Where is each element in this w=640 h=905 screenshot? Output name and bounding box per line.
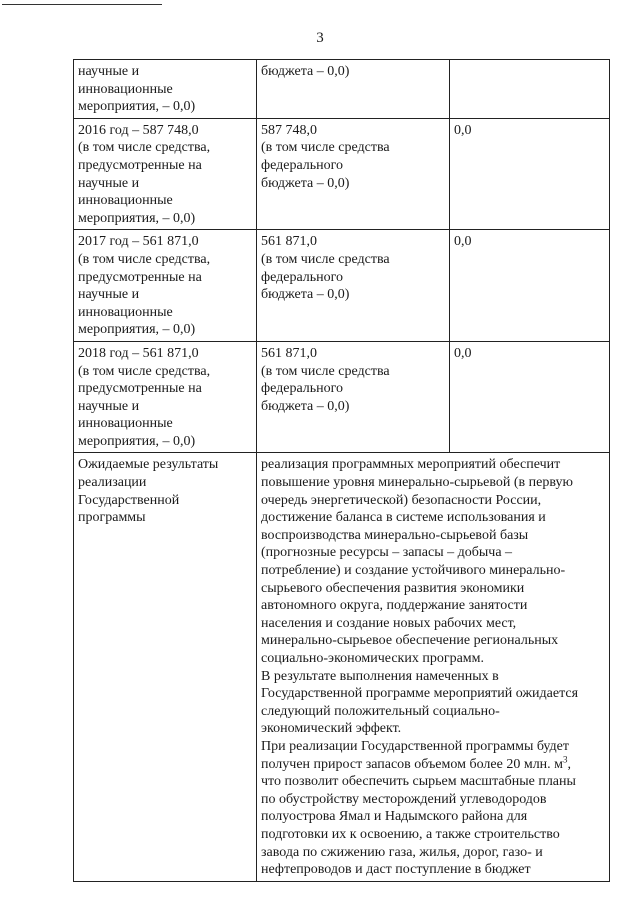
table-row [74,341,610,453]
cell-period: научные и инновационные мероприятия, – 0,0) [74,60,257,119]
header-rule [2,4,162,5]
cell-period: 2016 год – 587 748,0 (в том числе средства, предусмотренные на научные и инновационные мероприятия, – 0,0) [74,118,257,230]
cell-other: 0,0 [450,118,610,230]
cell-period: 2017 год – 561 871,0 (в том числе средства, предусмотренные на научные и инновационные мероприятия, – 0,0) [74,230,257,342]
table-row [74,60,610,119]
table-row [74,118,610,230]
cell-federal: 587 748,0 (в том числе средства федерального бюджета – 0,0) [257,118,450,230]
table-row [74,230,610,342]
cell-federal: 561 871,0 (в том числе средства федерального бюджета – 0,0) [257,341,450,453]
cell-other: 0,0 [450,341,610,453]
results-label-cell: Ожидаемые результаты реализации Государственной программы [74,453,257,881]
results-row [74,453,610,881]
cell-federal: бюджета – 0,0) [257,60,450,119]
cell-other: 0,0 [450,230,610,342]
cell-other [450,60,610,119]
program-table [73,59,610,882]
cell-federal: 561 871,0 (в том числе средства федерального бюджета – 0,0) [257,230,450,342]
reserves-line: получен прирост запасов объемом более 20 млн. $м^3$, [261,753,572,772]
page-number: 3 [316,30,324,46]
cell-period: 2018 год – 561 871,0 (в том числе средства, предусмотренные на научные и инновационные мероприятия, – 0,0) [74,341,257,453]
results-text-cell: реализация программных мероприятий обеспечит повышение уровня минерально-сырьевой (в первую очередь энергетической) безопасности России, достижение баланса в системе использования и воспроизводства минерально-сырьевой базы (прогнозные ресурсы – запасы – добыча – потребление) и создание устойчивого минерально- сырьевого обеспечения развития экономики автономного округа, поддержание занятости населения и создание новых рабочих мест, минерально-сырьевое обеспечение региональных социально-экономических программ. В результате выполнения намеченных в Государственной программе мероприятий ожидается следующий положительный социально- экономический эффект. При реализации Государственной программы будет получен прирост запасов объемом более 20 млн. $м^3$, что позволит обеспечить сырьем масштабные планы по обустройству месторождений углеводородов полуострова Ямал и Надымского района для подготовки их к освоению, а также строительство завода по сжижению газа, жилья, дорог, газо- и нефтепроводов и даст поступление в бюджет [257,453,610,881]
